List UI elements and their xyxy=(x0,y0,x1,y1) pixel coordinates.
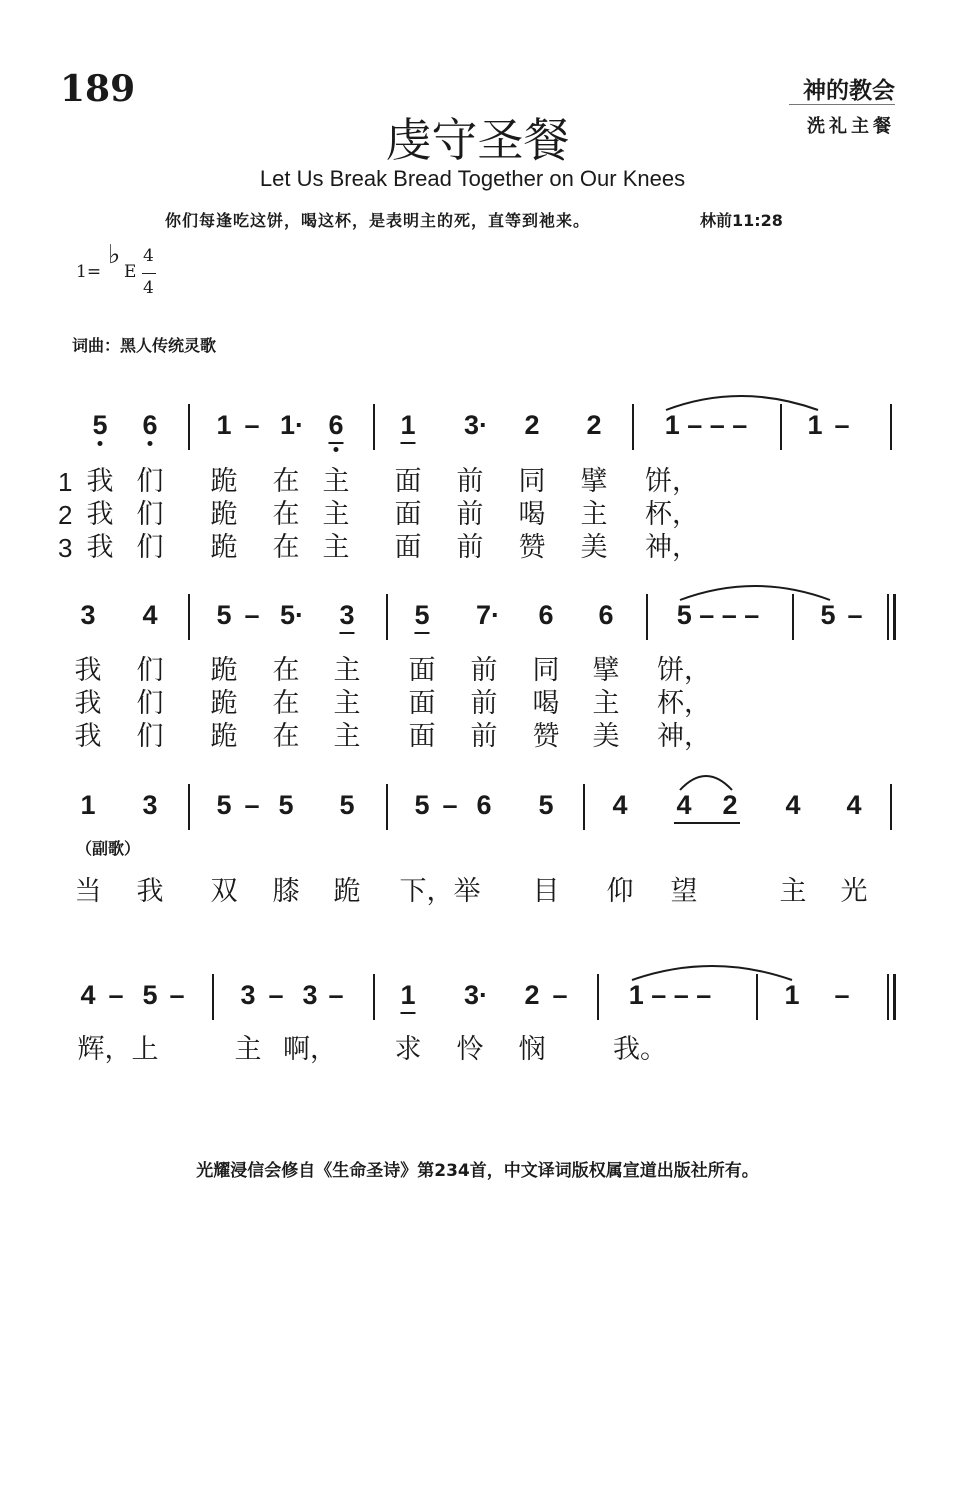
lyric-syllable: 双 xyxy=(210,876,238,907)
lyric-syllable: 膝 xyxy=(272,876,300,907)
lyric-syllable: 在 xyxy=(272,655,300,686)
slur xyxy=(632,966,792,980)
lyric-syllable: 在 xyxy=(272,688,300,719)
verse-number: 2 xyxy=(58,500,73,530)
lyric-syllable: 杯， xyxy=(657,688,711,719)
note: 6 xyxy=(142,410,157,440)
lyric-syllable: 神， xyxy=(645,532,699,563)
lyric-syllable: 美 xyxy=(580,532,608,563)
note: 1 xyxy=(784,980,800,1010)
note: 3· xyxy=(463,980,489,1010)
lyric-syllable: 主 xyxy=(333,721,361,752)
lyric-syllable: 同 xyxy=(532,655,560,686)
note: 6 xyxy=(328,410,343,440)
lyric-syllable: 主 xyxy=(322,532,350,563)
note: 5 xyxy=(92,410,107,440)
lyric-syllable: 主 xyxy=(580,499,608,530)
lyric-syllable: 面 xyxy=(408,688,436,719)
lyric-syllable: 赞 xyxy=(532,721,560,752)
dash: – xyxy=(834,410,850,440)
lyric-syllable: 面 xyxy=(408,721,436,752)
lyric-syllable: 在 xyxy=(272,532,300,563)
lyric-syllable: 擘 xyxy=(592,655,620,686)
lyric-syllable: 我 xyxy=(74,688,102,719)
note: 1 – – – xyxy=(664,410,748,440)
dash: – xyxy=(108,980,124,1010)
lyric-syllable: 们 xyxy=(136,688,164,719)
note: 5 xyxy=(339,790,355,820)
dash: – xyxy=(328,980,344,1010)
lyric-syllable: 赞 xyxy=(518,532,546,563)
note: 1 xyxy=(216,410,232,440)
lyric-syllable: 主 xyxy=(322,466,350,497)
lyric-syllable: 跪 xyxy=(210,532,238,563)
slur xyxy=(680,776,732,790)
hymn-subtitle: Let Us Break Bread Together on Our Knees xyxy=(259,166,686,191)
scripture-reference: 林前11:28 xyxy=(700,211,783,230)
lyric-syllable: 光 xyxy=(840,876,868,907)
note: 4 xyxy=(676,790,692,820)
lyric-syllable: 美 xyxy=(592,721,620,752)
scripture-verse: 你们每逢吃这饼，喝这杯，是表明主的死，直等到祂来。 xyxy=(165,211,591,230)
chorus-label: （副歌） xyxy=(76,839,141,858)
hymn-title: 虔守圣餐 xyxy=(385,113,570,167)
note: 2 xyxy=(524,980,540,1010)
note: 5 xyxy=(142,980,158,1010)
note: 5 xyxy=(414,790,430,820)
lyric-syllable: 主 xyxy=(592,688,620,719)
note: 5 xyxy=(414,600,429,630)
lyric-syllable: 喝 xyxy=(532,688,560,719)
verse-number: 1 xyxy=(58,467,73,497)
note: 3· xyxy=(463,410,489,440)
lyric-syllable: 神， xyxy=(657,721,711,752)
lyric-syllable: 我 xyxy=(136,876,164,907)
note: 1· xyxy=(279,410,305,440)
note: 1 – – – xyxy=(628,980,712,1010)
time-signature-top: 4 xyxy=(143,246,154,266)
category-sub: 洗礼主餐 xyxy=(807,116,895,137)
dash: – xyxy=(244,410,260,440)
lyric-syllable: 我 xyxy=(74,721,102,752)
lyric-syllable: 前 xyxy=(456,532,484,563)
flat-icon: ♭ xyxy=(108,240,121,270)
lyric-syllable: 们 xyxy=(136,532,164,563)
note: 1 xyxy=(807,410,823,440)
lyric-syllable: 望 xyxy=(670,876,698,907)
note: 7· xyxy=(475,600,501,630)
lyric-syllable: 在 xyxy=(272,466,300,497)
category-main: 神的教会 xyxy=(803,78,895,104)
lyric-syllable: 饼， xyxy=(657,655,711,686)
lyric-syllable: 们 xyxy=(136,466,164,497)
note: 3 xyxy=(302,980,318,1010)
lyric-syllable: 跪 xyxy=(333,876,361,907)
note: 3 xyxy=(80,600,96,630)
lyric-syllable: 跪 xyxy=(210,499,238,530)
dash: – xyxy=(268,980,284,1010)
dash: – xyxy=(847,600,863,630)
note: 5 – – – xyxy=(676,600,760,630)
note: 1 xyxy=(400,410,415,440)
lyric-syllable: 当 xyxy=(74,876,102,907)
lyric-syllable: 面 xyxy=(394,532,422,563)
lyric-syllable: 跪 xyxy=(210,655,238,686)
note: 6 xyxy=(598,600,614,630)
composer-credit: 词曲：黑人传统灵歌 xyxy=(72,336,217,355)
note: 5 xyxy=(216,790,232,820)
lyric-syllable: 前 xyxy=(456,466,484,497)
lyric-syllable: 面 xyxy=(408,655,436,686)
note: 5· xyxy=(279,600,305,630)
lyric-syllable: 擘 xyxy=(580,466,608,497)
lyric-syllable: 我。 xyxy=(613,1034,667,1065)
note: 4 xyxy=(142,600,158,630)
lyric-syllable: 们 xyxy=(136,721,164,752)
lyric-syllable: 们 xyxy=(136,655,164,686)
dash: – xyxy=(442,790,458,820)
lyric-syllable: 我 xyxy=(86,466,114,497)
dash: – xyxy=(244,600,260,630)
note: 3 xyxy=(142,790,158,820)
lyric-syllable: 杯， xyxy=(645,499,699,530)
note: 1 xyxy=(400,980,415,1010)
lyric-syllable: 下，举 xyxy=(399,876,481,907)
lyric-syllable: 主 xyxy=(234,1034,262,1065)
note: 2 xyxy=(586,410,602,440)
dash: – xyxy=(552,980,568,1010)
note: 2 xyxy=(524,410,540,440)
lyric-syllable: 怜 xyxy=(456,1034,484,1065)
lyric-syllable: 们 xyxy=(136,499,164,530)
lyric-syllable: 求 xyxy=(394,1034,422,1065)
lyric-syllable: 前 xyxy=(470,655,498,686)
lyric-syllable: 前 xyxy=(456,499,484,530)
lyric-syllable: 悯 xyxy=(518,1034,546,1065)
lyric-syllable: 前 xyxy=(470,688,498,719)
lyric-syllable: 我 xyxy=(86,532,114,563)
note: 3 xyxy=(240,980,256,1010)
note: 5 xyxy=(538,790,554,820)
lyric-syllable: 在 xyxy=(272,721,300,752)
lyric-syllable: 啊， xyxy=(283,1034,337,1065)
copyright-footer: 光耀浸信会修自《生命圣诗》第234首，中文译词版权属宣道出版社所有。 xyxy=(196,1161,759,1181)
note: 2 xyxy=(722,790,738,820)
lyric-syllable: 主 xyxy=(333,688,361,719)
dash: – xyxy=(834,980,850,1010)
slur xyxy=(666,396,818,410)
dash: – xyxy=(169,980,185,1010)
note: 5 xyxy=(820,600,836,630)
verse-number: 3 xyxy=(58,533,73,563)
lyric-syllable: 辉，上 xyxy=(77,1034,159,1065)
note: 1 xyxy=(80,790,96,820)
note: 3 xyxy=(339,600,354,630)
time-signature-bottom: 4 xyxy=(143,278,154,298)
note: 4 xyxy=(785,790,801,820)
lyric-syllable: 在 xyxy=(272,499,300,530)
note: 6 xyxy=(476,790,492,820)
lyric-syllable: 面 xyxy=(394,499,422,530)
lyric-syllable: 主 xyxy=(333,655,361,686)
lyric-syllable: 饼， xyxy=(645,466,699,497)
lyric-syllable: 跪 xyxy=(210,721,238,752)
note: 4 xyxy=(846,790,862,820)
lyric-syllable: 喝 xyxy=(518,499,546,530)
note: 5 xyxy=(216,600,232,630)
lyric-syllable: 目 xyxy=(532,876,560,907)
lyric-syllable: 主 xyxy=(322,499,350,530)
lyric-syllable: 前 xyxy=(470,721,498,752)
lyric-syllable: 同 xyxy=(518,466,546,497)
hymn-number: 189 xyxy=(60,68,136,110)
key-signature-prefix: 1= xyxy=(76,262,102,282)
note: 4 xyxy=(612,790,628,820)
note: 5 xyxy=(278,790,294,820)
lyric-syllable: 主 xyxy=(779,876,807,907)
lyric-syllable: 仰 xyxy=(606,876,634,907)
lyric-syllable: 面 xyxy=(394,466,422,497)
lyric-syllable: 我 xyxy=(74,655,102,686)
note: 4 xyxy=(80,980,96,1010)
lyric-syllable: 我 xyxy=(86,499,114,530)
lyric-syllable: 跪 xyxy=(210,466,238,497)
lyric-syllable: 跪 xyxy=(210,688,238,719)
key-note: E xyxy=(124,262,137,282)
note: 6 xyxy=(538,600,554,630)
dash: – xyxy=(244,790,260,820)
slur xyxy=(680,586,830,600)
